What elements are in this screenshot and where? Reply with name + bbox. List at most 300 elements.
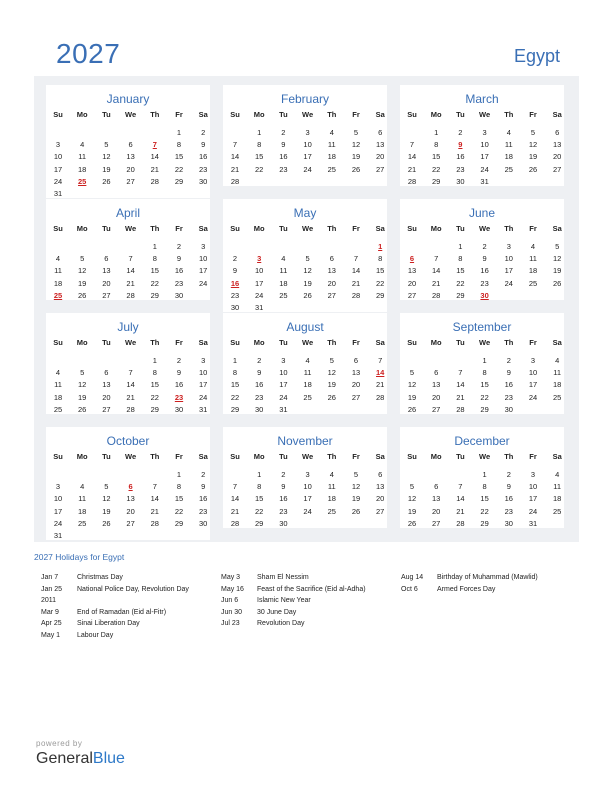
date-cell: 22 (255, 506, 264, 516)
date-cell: 9 (281, 482, 286, 492)
date-cell: 16 (504, 494, 513, 504)
date-cell: 16 (199, 152, 208, 162)
weekday-header: Fr (175, 452, 183, 461)
date-cell: 19 (102, 506, 111, 516)
date-cell: 27 (376, 506, 385, 516)
date-cell: 9 (281, 140, 286, 150)
date-cell: 3 (530, 470, 536, 479)
date-cell: 25 (553, 392, 562, 402)
month-november (223, 427, 387, 528)
weekday-header: Sa (198, 452, 208, 461)
date-cell: 9 (506, 368, 511, 378)
weekday-header: Mo (253, 452, 265, 461)
weekday-header: Su (407, 110, 417, 119)
date-cell: 11 (54, 266, 62, 276)
weekday-header: Su (407, 224, 417, 233)
weekday-header: Sa (375, 452, 385, 461)
weekday-header: Fr (175, 338, 183, 347)
date-cell: 4 (80, 140, 85, 150)
date-cell: 24 (303, 506, 312, 516)
date-cell: 28 (150, 176, 159, 186)
date-cell: 22 (376, 278, 385, 288)
date-cell: 29 (376, 290, 385, 300)
date-cell: 8 (482, 482, 487, 492)
date-cell: 24 (255, 290, 264, 300)
date-cell: 14 (126, 380, 135, 390)
date-cell: 2 (176, 242, 182, 251)
date-cell: 28 (376, 392, 385, 402)
date-cell: 6 (128, 140, 133, 150)
date-cell: 10 (199, 254, 208, 264)
date-cell: 2 (232, 254, 238, 264)
date-cell: 12 (351, 140, 361, 150)
date-cell: 17 (279, 380, 288, 390)
date-cell: 6 (378, 470, 383, 479)
date-cell: 19 (407, 392, 417, 402)
date-cell: 4 (555, 470, 560, 479)
date-cell: 7 (128, 368, 133, 378)
weekday-header: Sa (198, 338, 208, 347)
date-cell: 1 (232, 356, 238, 365)
date-cell: 29 (456, 290, 465, 300)
date-cell: 19 (351, 494, 361, 504)
date-cell: 21 (376, 380, 385, 390)
date-cell: 7 (378, 356, 383, 365)
date-cell: 17 (255, 278, 264, 288)
date-cell: 20 (407, 278, 417, 288)
weekday-header: Th (150, 338, 160, 347)
date-cell: 9 (506, 482, 511, 492)
month-december (400, 427, 564, 528)
date-cell: 20 (102, 392, 111, 402)
date-cell: 5 (80, 254, 85, 264)
date-cell: 26 (351, 164, 361, 174)
holiday-date: Jul 23 (221, 620, 240, 628)
date-cell: 19 (303, 278, 312, 288)
date-cell: 22 (255, 164, 264, 174)
date-cell: 28 (432, 290, 441, 300)
country-name: Egypt (513, 46, 560, 66)
date-cell: 21 (150, 164, 159, 174)
date-cell: 14 (230, 494, 240, 504)
weekday-header: We (479, 110, 491, 119)
date-cell: 8 (482, 368, 487, 378)
date-cell: 8 (176, 140, 182, 150)
month-title: July (117, 320, 139, 334)
date-cell: 3 (305, 128, 310, 137)
holiday-date-cell: 3 (257, 254, 262, 264)
date-cell: 18 (53, 392, 63, 402)
date-cell: 23 (504, 506, 513, 516)
date-cell: 26 (407, 404, 417, 414)
date-cell: 12 (528, 140, 538, 150)
date-cell: 13 (376, 482, 385, 492)
date-cell: 7 (458, 482, 463, 492)
date-cell: 26 (78, 404, 87, 414)
holiday-date-cell: 30 (480, 290, 489, 300)
date-cell: 26 (102, 176, 111, 186)
date-cell: 26 (78, 290, 87, 300)
weekday-header: Sa (552, 452, 562, 461)
brand-general: General (36, 750, 93, 767)
date-cell: 11 (78, 494, 87, 504)
date-cell: 17 (303, 152, 312, 162)
date-cell: 27 (553, 164, 562, 174)
date-cell: 23 (279, 164, 288, 174)
holiday-date-cell: 7 (152, 140, 157, 150)
month-title: December (454, 434, 510, 448)
date-cell: 14 (351, 266, 361, 276)
weekday-header: Th (150, 110, 160, 119)
date-cell: 13 (327, 266, 336, 276)
weekday-header: Tu (456, 224, 465, 233)
date-cell: 13 (407, 266, 417, 276)
date-cell: 22 (480, 506, 489, 516)
date-cell: 18 (327, 494, 336, 504)
weekday-header: Mo (76, 338, 88, 347)
weekday-header: Su (407, 452, 417, 461)
date-cell: 31 (279, 404, 288, 414)
month-title: November (277, 434, 333, 448)
weekday-header: Tu (456, 452, 465, 461)
date-cell: 15 (174, 152, 184, 162)
date-cell: 29 (150, 404, 159, 414)
date-cell: 4 (555, 356, 560, 365)
holiday-date: May 16 (221, 585, 244, 593)
date-cell: 25 (327, 506, 336, 516)
date-cell: 30 (174, 404, 184, 414)
date-cell: 21 (456, 506, 465, 516)
weekday-header: Su (230, 110, 240, 119)
date-cell: 7 (232, 482, 238, 492)
date-cell: 7 (128, 254, 133, 264)
date-cell: 16 (456, 152, 465, 162)
date-cell: 3 (506, 242, 511, 251)
weekday-header: Mo (253, 338, 265, 347)
weekday-header: Su (53, 338, 63, 347)
date-cell: 11 (78, 152, 87, 162)
date-cell: 27 (432, 404, 441, 414)
date-cell: 20 (327, 278, 336, 288)
date-cell: 18 (553, 494, 562, 504)
date-cell: 13 (126, 494, 135, 504)
date-cell: 14 (407, 152, 417, 162)
date-cell: 11 (504, 140, 513, 150)
weekday-header: Fr (529, 452, 537, 461)
date-cell: 8 (378, 254, 383, 264)
date-cell: 5 (409, 482, 415, 492)
date-cell: 3 (55, 482, 61, 492)
date-cell: 29 (150, 290, 159, 300)
date-cell: 4 (80, 482, 85, 492)
date-cell: 23 (279, 506, 288, 516)
weekday-header: We (302, 224, 314, 233)
date-cell: 30 (199, 176, 208, 186)
holiday-date: Apr 25 (41, 620, 62, 628)
weekday-header: Th (327, 224, 337, 233)
date-cell: 26 (102, 518, 111, 528)
date-cell: 16 (279, 152, 288, 162)
date-cell: 5 (409, 368, 415, 378)
date-cell: 11 (327, 482, 336, 492)
date-cell: 31 (53, 189, 63, 198)
date-cell: 1 (257, 470, 262, 479)
date-cell: 2 (506, 356, 511, 365)
date-cell: 10 (303, 482, 312, 492)
date-cell: 18 (528, 266, 538, 276)
date-cell: 4 (329, 128, 334, 137)
date-cell: 23 (199, 164, 208, 174)
month-title: June (468, 206, 496, 220)
date-cell: 1 (257, 128, 262, 137)
weekday-header: Tu (456, 338, 465, 347)
date-cell: 30 (174, 290, 184, 300)
holiday-name: Sinai Liberation Day (77, 620, 140, 628)
date-cell: 23 (504, 392, 513, 402)
month-july (46, 313, 210, 414)
holiday-name: Christmas Day (77, 574, 123, 581)
date-cell: 25 (327, 164, 336, 174)
weekday-header: Fr (352, 338, 360, 347)
weekday-header: Tu (102, 224, 111, 233)
date-cell: 1 (176, 128, 182, 137)
date-cell: 2 (281, 470, 286, 479)
month-title: May (293, 206, 317, 220)
date-cell: 15 (480, 380, 489, 390)
date-cell: 28 (456, 404, 465, 414)
date-cell: 29 (174, 176, 184, 186)
date-cell: 30 (456, 176, 465, 186)
date-cell: 30 (255, 404, 264, 414)
date-cell: 14 (126, 266, 135, 276)
date-cell: 4 (530, 242, 536, 251)
date-cell: 26 (327, 392, 336, 402)
date-cell: 8 (458, 254, 463, 264)
date-cell: 30 (199, 518, 208, 528)
date-cell: 23 (230, 290, 240, 300)
holidays-title: 2027 Holidays for Egypt (34, 552, 125, 562)
weekday-header: We (125, 452, 137, 461)
date-cell: 11 (553, 482, 562, 492)
date-cell: 17 (528, 380, 538, 390)
date-cell: 14 (150, 152, 159, 162)
weekday-header: We (302, 452, 314, 461)
date-cell: 16 (174, 380, 184, 390)
calendar-year: 2027 (56, 38, 121, 69)
date-cell: 12 (407, 494, 417, 504)
date-cell: 18 (327, 152, 336, 162)
date-cell: 1 (152, 242, 157, 251)
date-cell: 8 (176, 482, 182, 492)
date-cell: 10 (279, 368, 288, 378)
weekday-header: Tu (279, 110, 288, 119)
date-cell: 10 (528, 368, 538, 378)
date-cell: 29 (230, 404, 240, 414)
date-cell: 17 (303, 494, 312, 504)
date-cell: 13 (432, 380, 441, 390)
date-cell: 28 (150, 518, 159, 528)
weekday-header: Su (230, 452, 240, 461)
holiday-date-cell: 6 (409, 254, 415, 264)
month-october (46, 427, 210, 540)
date-cell: 10 (528, 482, 538, 492)
date-cell: 30 (230, 303, 240, 312)
date-cell: 10 (303, 140, 312, 150)
holiday-name: End of Ramadan (Eid al-Fitr) (77, 608, 167, 616)
date-cell: 21 (150, 506, 159, 516)
date-cell: 21 (432, 278, 441, 288)
brand-blue: Blue (92, 750, 125, 767)
date-cell: 11 (54, 380, 62, 390)
date-cell: 28 (230, 176, 240, 186)
date-cell: 17 (53, 506, 63, 516)
weekday-header: Su (53, 110, 63, 119)
date-cell: 2 (281, 128, 286, 137)
date-cell: 23 (174, 278, 184, 288)
weekday-header: Sa (552, 224, 562, 233)
date-cell: 25 (553, 506, 562, 516)
date-cell: 19 (407, 506, 417, 516)
date-cell: 14 (456, 380, 465, 390)
date-cell: 5 (305, 254, 310, 264)
date-cell: 3 (281, 356, 286, 365)
date-cell: 27 (102, 404, 111, 414)
weekday-header: Th (504, 224, 514, 233)
date-cell: 30 (279, 518, 288, 528)
date-cell: 16 (480, 266, 489, 276)
weekday-header: We (479, 338, 491, 347)
date-cell: 12 (351, 482, 361, 492)
month-february (223, 85, 387, 186)
date-cell: 2 (257, 356, 262, 365)
date-cell: 10 (255, 266, 264, 276)
date-cell: 31 (528, 518, 538, 528)
date-cell: 12 (78, 266, 87, 276)
weekday-header: Tu (279, 452, 288, 461)
weekday-header: We (479, 452, 491, 461)
weekday-header: Th (327, 452, 337, 461)
date-cell: 24 (53, 176, 63, 186)
date-cell: 5 (353, 128, 359, 137)
date-cell: 9 (201, 482, 206, 492)
date-cell: 5 (555, 242, 560, 251)
date-cell: 23 (480, 278, 489, 288)
date-cell: 27 (102, 290, 111, 300)
weekday-header: Tu (102, 338, 111, 347)
holiday-date: May 3 (221, 574, 241, 581)
date-cell: 21 (126, 392, 135, 402)
date-cell: 24 (528, 392, 538, 402)
date-cell: 7 (458, 368, 463, 378)
date-cell: 8 (232, 368, 238, 378)
date-cell: 21 (230, 164, 240, 174)
date-cell: 2 (482, 242, 487, 251)
weekday-header: Th (504, 338, 514, 347)
date-cell: 24 (279, 392, 288, 402)
date-cell: 15 (255, 152, 264, 162)
date-cell: 25 (78, 518, 87, 528)
date-cell: 6 (104, 254, 109, 264)
weekday-header: Tu (279, 338, 288, 347)
month-january (46, 85, 210, 198)
date-cell: 22 (456, 278, 465, 288)
date-cell: 18 (504, 152, 513, 162)
date-cell: 1 (482, 356, 487, 365)
weekday-header: Su (230, 338, 240, 347)
date-cell: 7 (409, 140, 415, 150)
date-cell: 18 (279, 278, 288, 288)
holiday-date: Jan 25 (41, 585, 63, 593)
date-cell: 28 (230, 518, 240, 528)
holiday-date-cell: 25 (53, 290, 63, 300)
date-cell: 4 (305, 356, 310, 365)
date-cell: 3 (530, 356, 536, 365)
holiday-date: May 1 (41, 631, 61, 639)
powered-by-text: powered by (36, 739, 83, 748)
date-cell: 9 (257, 368, 262, 378)
date-cell: 9 (232, 266, 238, 276)
date-cell: 3 (482, 128, 487, 137)
weekday-header: Sa (375, 110, 385, 119)
weekday-header: Th (504, 452, 514, 461)
date-cell: 7 (232, 140, 238, 150)
month-september (400, 313, 564, 414)
date-cell: 6 (104, 368, 109, 378)
date-cell: 6 (353, 356, 359, 365)
date-cell: 17 (504, 266, 513, 276)
holiday-date-cell: 25 (78, 176, 87, 186)
weekday-header: Su (407, 338, 417, 347)
date-cell: 22 (174, 164, 184, 174)
date-cell: 3 (201, 242, 206, 251)
date-cell: 25 (303, 392, 312, 402)
month-april (46, 199, 210, 300)
date-cell: 7 (353, 254, 359, 264)
date-cell: 24 (53, 518, 63, 528)
weekday-header: We (125, 110, 137, 119)
date-cell: 20 (126, 506, 135, 516)
date-cell: 14 (432, 266, 441, 276)
date-cell: 5 (329, 356, 334, 365)
date-cell: 16 (174, 266, 184, 276)
month-march (400, 85, 564, 186)
date-cell: 8 (257, 140, 262, 150)
date-cell: 5 (530, 128, 536, 137)
date-cell: 11 (327, 140, 336, 150)
date-cell: 26 (407, 518, 417, 528)
date-cell: 24 (480, 164, 489, 174)
weekday-header: Mo (76, 452, 88, 461)
date-cell: 13 (553, 140, 562, 150)
date-cell: 29 (432, 176, 441, 186)
date-cell: 18 (53, 278, 63, 288)
holiday-name: Feast of the Sacrifice (Eid al-Adha) (257, 585, 366, 593)
date-cell: 2 (458, 128, 463, 137)
date-cell: 17 (528, 494, 538, 504)
date-cell: 3 (305, 470, 310, 479)
month-title: March (465, 92, 499, 106)
date-cell: 13 (126, 152, 135, 162)
date-cell: 14 (456, 494, 465, 504)
date-cell: 6 (378, 128, 383, 137)
date-cell: 21 (230, 506, 240, 516)
date-cell: 21 (126, 278, 135, 288)
holiday-date-cell: 6 (128, 482, 133, 492)
date-cell: 25 (528, 278, 538, 288)
date-cell: 28 (407, 176, 417, 186)
date-cell: 20 (432, 392, 441, 402)
weekday-header: Mo (430, 338, 442, 347)
